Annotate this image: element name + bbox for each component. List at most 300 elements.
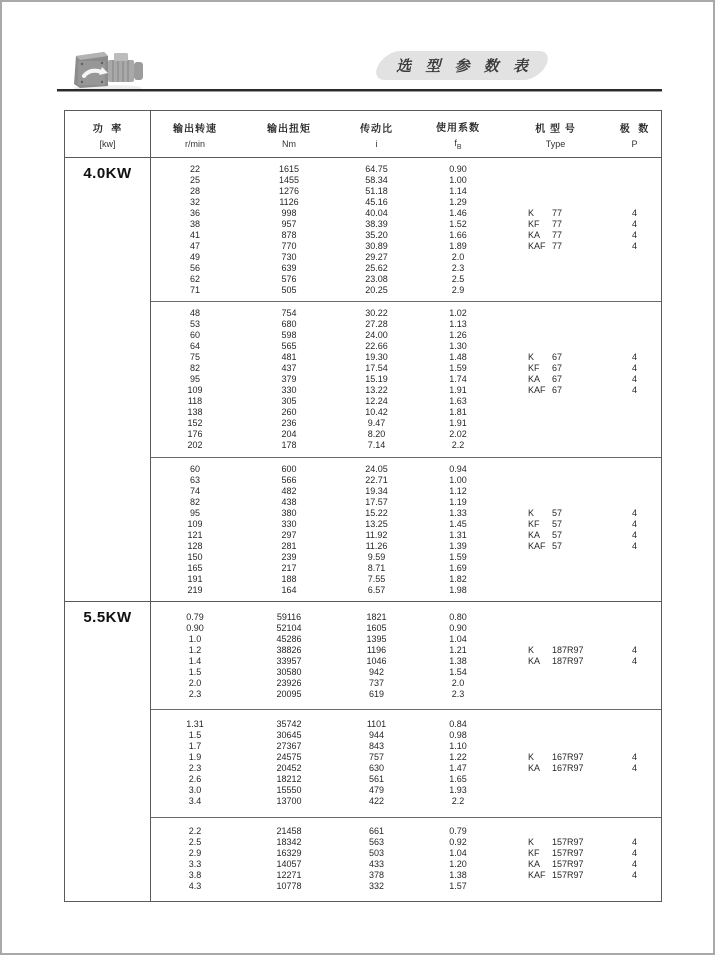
ratio-cell: 8.71 bbox=[367, 562, 386, 573]
service-factor-cell: 1.38 bbox=[449, 655, 467, 666]
output-torque-cell: 437 bbox=[281, 363, 297, 374]
output-speed-cell: 36 bbox=[189, 207, 200, 218]
ratio-cell: 9.47 bbox=[367, 418, 386, 429]
type-prefix: KAF bbox=[528, 540, 546, 551]
ratio-cell: 38.39 bbox=[365, 218, 388, 229]
data-block bbox=[151, 457, 661, 601]
service-factor-cell: 1.59 bbox=[449, 551, 467, 562]
service-factor-cell: 2.2 bbox=[451, 796, 465, 807]
output-torque-cell: 260 bbox=[281, 407, 297, 418]
output-torque-cell: 754 bbox=[281, 308, 297, 319]
type-cell bbox=[502, 385, 609, 396]
ratio-cell: 1196 bbox=[366, 644, 387, 655]
type-cell bbox=[502, 870, 609, 881]
type-cell bbox=[502, 363, 609, 374]
service-factor-cell: 1.19 bbox=[449, 496, 467, 507]
output-torque-cell: 438 bbox=[281, 496, 297, 507]
service-factor-cell: 1.57 bbox=[449, 881, 467, 892]
poles-cell: 4 bbox=[631, 763, 637, 774]
poles-cell: 4 bbox=[631, 218, 637, 229]
data-block bbox=[151, 817, 661, 901]
power-value: 4.0KW bbox=[83, 165, 132, 182]
output-speed-cell: 109 bbox=[187, 518, 203, 529]
service-factor-cell: 0.90 bbox=[449, 622, 467, 633]
output-speed-cell: 1.5 bbox=[188, 666, 202, 677]
ratio-cell: 11.92 bbox=[365, 529, 388, 540]
output-speed-cell: 82 bbox=[189, 363, 200, 374]
output-speed-cell: 95 bbox=[189, 374, 200, 385]
header-output-speed: 输出转速 r/min bbox=[173, 124, 217, 149]
output-speed-cell: 2.0 bbox=[188, 677, 202, 688]
header-power-label: 功 率 bbox=[92, 124, 123, 135]
ratio-cell: 11.26 bbox=[365, 540, 388, 551]
ratio-cell: 12.24 bbox=[365, 396, 388, 407]
output-speed-cell: 74 bbox=[189, 485, 200, 496]
type-cell bbox=[502, 508, 609, 519]
output-speed-cell: 95 bbox=[189, 507, 200, 518]
service-factor-cell: 1.13 bbox=[449, 319, 467, 330]
output-torque-cell: 13700 bbox=[276, 796, 302, 807]
service-factor-cell: 1.65 bbox=[449, 774, 467, 785]
output-speed-cell: 0.79 bbox=[186, 611, 204, 622]
type-cell bbox=[502, 241, 609, 252]
type-prefix: KA bbox=[528, 529, 541, 540]
type-prefix: KA bbox=[528, 374, 541, 385]
header-rule bbox=[57, 89, 662, 91]
service-factor-cell: 1.14 bbox=[449, 185, 467, 196]
output-torque-cell: 380 bbox=[281, 507, 297, 518]
service-factor-cell: 1.89 bbox=[449, 240, 467, 251]
service-factor-cell: 1.04 bbox=[449, 848, 467, 859]
ratio-cell: 27.28 bbox=[365, 319, 388, 330]
output-speed-cell: 71 bbox=[189, 284, 200, 295]
service-factor-cell: 1.66 bbox=[449, 229, 467, 240]
poles-cell: 4 bbox=[631, 848, 637, 859]
output-speed-cell: 49 bbox=[189, 251, 200, 262]
service-factor-cell: 1.02 bbox=[449, 308, 467, 319]
output-speed-cell: 109 bbox=[187, 385, 203, 396]
output-speed-cell: 48 bbox=[189, 308, 200, 319]
ratio-cell: 45.16 bbox=[365, 196, 388, 207]
table-header-row bbox=[65, 111, 661, 158]
ratio-cell: 619 bbox=[368, 688, 385, 699]
type-model: 187R97 bbox=[552, 655, 584, 666]
service-factor-cell: 2.3 bbox=[451, 688, 465, 699]
ratio-cell: 13.25 bbox=[365, 518, 388, 529]
output-torque-cell: 998 bbox=[281, 207, 297, 218]
service-factor-cell: 1.04 bbox=[449, 633, 467, 644]
output-speed-cell: 60 bbox=[189, 463, 200, 474]
header-output-torque: 输出扭矩 Nm bbox=[267, 124, 311, 149]
ratio-cell: 24.05 bbox=[365, 463, 388, 474]
ratio-cell: 17.57 bbox=[365, 496, 388, 507]
ratio-cell: 479 bbox=[368, 785, 385, 796]
output-speed-cell: 41 bbox=[189, 229, 200, 240]
output-torque-cell: 1126 bbox=[279, 196, 299, 207]
output-speed-cell: 150 bbox=[187, 551, 203, 562]
service-factor-cell: 1.00 bbox=[449, 474, 467, 485]
ratio-cell: 10.42 bbox=[365, 407, 388, 418]
service-factor-cell: 1.63 bbox=[449, 396, 467, 407]
header-power bbox=[65, 111, 151, 157]
service-factor-cell: 1.81 bbox=[449, 407, 467, 418]
output-torque-cell: 600 bbox=[281, 463, 297, 474]
output-torque-cell: 236 bbox=[281, 418, 297, 429]
ratio-cell: 30.89 bbox=[365, 240, 388, 251]
type-cell bbox=[502, 763, 609, 774]
output-speed-cell: 1.31 bbox=[186, 719, 204, 730]
output-speed-cell: 118 bbox=[187, 396, 203, 407]
output-speed-cell: 28 bbox=[189, 185, 200, 196]
poles-cell: 4 bbox=[631, 870, 637, 881]
service-factor-cell: 1.69 bbox=[449, 562, 467, 573]
type-model: 57 bbox=[552, 529, 563, 540]
output-torque-cell: 16329 bbox=[276, 848, 302, 859]
type-cell bbox=[502, 859, 609, 870]
output-torque-cell: 27367 bbox=[276, 741, 302, 752]
poles-cell: 4 bbox=[631, 374, 637, 385]
output-torque-cell: 297 bbox=[281, 529, 297, 540]
header-ratio: 传动比 i bbox=[360, 124, 393, 149]
ratio-cell: 24.00 bbox=[365, 330, 388, 341]
service-factor-cell: 1.22 bbox=[449, 752, 467, 763]
type-model: 77 bbox=[552, 207, 563, 218]
output-torque-cell: 20452 bbox=[276, 763, 302, 774]
type-model: 77 bbox=[552, 229, 563, 240]
output-torque-cell: 1455 bbox=[278, 174, 300, 185]
ratio-cell: 561 bbox=[368, 774, 385, 785]
ratio-cell: 332 bbox=[368, 881, 385, 892]
output-speed-cell: 165 bbox=[187, 562, 203, 573]
type-model: 157R97 bbox=[552, 848, 584, 859]
type-cell bbox=[502, 541, 609, 552]
output-torque-cell: 680 bbox=[281, 319, 297, 330]
type-model: 67 bbox=[552, 385, 563, 396]
output-torque-cell: 730 bbox=[281, 251, 297, 262]
service-factor-cell: 1.82 bbox=[449, 573, 467, 584]
output-speed-cell: 138 bbox=[187, 407, 203, 418]
data-area-5-5kw bbox=[151, 602, 661, 901]
output-torque-cell: 10778 bbox=[276, 881, 302, 892]
type-prefix: KAF bbox=[528, 240, 546, 251]
output-torque-cell: 379 bbox=[281, 374, 297, 385]
ratio-cell: 843 bbox=[368, 741, 385, 752]
poles-cell: 4 bbox=[631, 240, 637, 251]
output-speed-cell: 64 bbox=[189, 341, 200, 352]
service-factor-cell: 1.33 bbox=[449, 507, 467, 518]
output-speed-cell: 1.4 bbox=[188, 655, 202, 666]
header-power-unit: [kw] bbox=[99, 139, 116, 149]
ratio-cell: 19.34 bbox=[365, 485, 388, 496]
output-speed-cell: 2.9 bbox=[188, 848, 202, 859]
output-speed-cell: 3.3 bbox=[188, 859, 202, 870]
output-speed-cell: 1.0 bbox=[188, 633, 202, 644]
output-torque-cell: 505 bbox=[281, 284, 297, 295]
output-speed-cell: 82 bbox=[189, 496, 200, 507]
poles-cell: 4 bbox=[631, 518, 637, 529]
type-model: 67 bbox=[552, 352, 563, 363]
output-speed-cell: 121 bbox=[187, 529, 203, 540]
ratio-cell: 29.27 bbox=[365, 251, 388, 262]
power-column bbox=[65, 602, 151, 901]
output-speed-cell: 191 bbox=[187, 573, 203, 584]
type-prefix: KF bbox=[528, 363, 540, 374]
service-factor-cell: 0.90 bbox=[449, 163, 467, 174]
service-factor-cell: 1.45 bbox=[449, 518, 467, 529]
output-torque-cell: 33957 bbox=[276, 655, 302, 666]
output-torque-cell: 239 bbox=[281, 551, 297, 562]
service-factor-cell: 1.48 bbox=[449, 352, 467, 363]
type-cell bbox=[502, 519, 609, 530]
ratio-cell: 661 bbox=[368, 826, 385, 837]
service-factor-cell: 1.38 bbox=[449, 870, 467, 881]
data-block bbox=[151, 301, 661, 456]
output-torque-cell: 59116 bbox=[276, 611, 302, 622]
type-prefix: KA bbox=[528, 655, 541, 666]
ratio-cell: 15.19 bbox=[365, 374, 388, 385]
ratio-cell: 64.75 bbox=[365, 163, 388, 174]
ratio-cell: 1101 bbox=[366, 719, 387, 730]
output-torque-cell: 35742 bbox=[276, 719, 302, 730]
output-speed-cell: 202 bbox=[187, 440, 203, 451]
service-factor-cell: 1.74 bbox=[449, 374, 467, 385]
type-prefix: KAF bbox=[528, 870, 546, 881]
output-torque-cell: 957 bbox=[281, 218, 297, 229]
poles-cell: 4 bbox=[631, 540, 637, 551]
poles-cell: 4 bbox=[631, 207, 637, 218]
ratio-cell: 630 bbox=[368, 763, 385, 774]
output-torque-cell: 576 bbox=[281, 273, 297, 284]
poles-cell: 4 bbox=[631, 859, 637, 870]
section-4kw bbox=[65, 158, 661, 601]
type-prefix: KF bbox=[528, 848, 540, 859]
type-cell bbox=[502, 848, 609, 859]
data-area-4kw bbox=[151, 158, 661, 601]
ratio-cell: 422 bbox=[368, 796, 385, 807]
poles-cell: 4 bbox=[631, 644, 637, 655]
ratio-cell: 942 bbox=[368, 666, 385, 677]
type-prefix: KF bbox=[528, 518, 540, 529]
service-factor-cell: 1.00 bbox=[449, 174, 467, 185]
poles-cell: 4 bbox=[631, 352, 637, 363]
output-torque-cell: 24575 bbox=[276, 752, 302, 763]
output-torque-cell: 566 bbox=[281, 474, 297, 485]
ratio-cell: 58.34 bbox=[365, 174, 388, 185]
service-factor-cell: 2.0 bbox=[451, 677, 465, 688]
output-speed-cell: 25 bbox=[189, 174, 200, 185]
output-torque-cell: 23926 bbox=[276, 677, 302, 688]
output-speed-cell: 2.2 bbox=[188, 826, 202, 837]
ratio-cell: 503 bbox=[368, 848, 385, 859]
ratio-cell: 8.20 bbox=[367, 429, 386, 440]
output-speed-cell: 0.90 bbox=[186, 622, 204, 633]
output-speed-cell: 2.3 bbox=[188, 688, 202, 699]
service-factor-cell: 1.46 bbox=[449, 207, 467, 218]
type-prefix: KF bbox=[528, 218, 540, 229]
output-speed-cell: 1.9 bbox=[188, 752, 202, 763]
poles-cell: 4 bbox=[631, 529, 637, 540]
service-factor-cell: 1.91 bbox=[449, 418, 467, 429]
service-factor-cell: 1.93 bbox=[449, 785, 467, 796]
ratio-cell: 1821 bbox=[366, 611, 387, 622]
service-factor-cell: 2.0 bbox=[451, 251, 465, 262]
service-factor-cell: 0.94 bbox=[449, 463, 467, 474]
poles-cell: 4 bbox=[631, 385, 637, 396]
type-prefix: K bbox=[528, 837, 535, 848]
ratio-cell: 30.22 bbox=[365, 308, 388, 319]
type-model: 77 bbox=[552, 240, 563, 251]
output-torque-cell: 14057 bbox=[276, 859, 302, 870]
output-speed-cell: 53 bbox=[189, 319, 200, 330]
service-factor-cell: 1.30 bbox=[449, 341, 467, 352]
output-speed-cell: 22 bbox=[189, 163, 200, 174]
type-prefix: K bbox=[528, 644, 535, 655]
ratio-cell: 35.20 bbox=[365, 229, 388, 240]
ratio-cell: 15.22 bbox=[365, 507, 388, 518]
ratio-cell: 51.18 bbox=[365, 185, 388, 196]
service-factor-cell: 0.84 bbox=[449, 719, 467, 730]
type-cell bbox=[502, 352, 609, 363]
data-block bbox=[151, 602, 661, 709]
type-model: 157R97 bbox=[552, 859, 584, 870]
type-cell bbox=[502, 530, 609, 541]
output-speed-cell: 1.5 bbox=[188, 730, 202, 741]
output-speed-cell: 56 bbox=[189, 262, 200, 273]
type-model: 57 bbox=[552, 507, 563, 518]
output-torque-cell: 481 bbox=[281, 352, 297, 363]
output-speed-cell: 176 bbox=[187, 429, 203, 440]
page-title: 选 型 参 数 表 bbox=[396, 58, 533, 75]
type-model: 187R97 bbox=[552, 644, 584, 655]
ratio-cell: 1605 bbox=[366, 622, 387, 633]
output-torque-cell: 21458 bbox=[276, 826, 302, 837]
service-factor-cell: 2.5 bbox=[451, 273, 465, 284]
service-factor-cell: 1.12 bbox=[449, 485, 467, 496]
selection-parameter-table bbox=[64, 110, 662, 902]
header-type: 机 型 号 Type bbox=[535, 124, 576, 149]
type-model: 67 bbox=[552, 374, 563, 385]
type-cell bbox=[502, 752, 609, 763]
section-5-5kw bbox=[65, 601, 661, 901]
ratio-cell: 378 bbox=[368, 870, 385, 881]
output-torque-cell: 330 bbox=[281, 518, 297, 529]
service-factor-cell: 1.39 bbox=[449, 540, 467, 551]
table-body bbox=[65, 158, 661, 901]
service-factor-cell: 2.02 bbox=[449, 429, 467, 440]
poles-cell: 4 bbox=[631, 229, 637, 240]
ratio-cell: 22.66 bbox=[365, 341, 388, 352]
type-model: 57 bbox=[552, 540, 563, 551]
output-torque-cell: 217 bbox=[281, 562, 297, 573]
output-speed-cell: 1.7 bbox=[188, 741, 202, 752]
data-block bbox=[151, 158, 661, 301]
ratio-cell: 22.71 bbox=[365, 474, 388, 485]
poles-cell: 4 bbox=[631, 507, 637, 518]
type-cell bbox=[502, 656, 609, 667]
output-speed-cell: 3.8 bbox=[188, 870, 202, 881]
output-torque-cell: 178 bbox=[281, 440, 297, 451]
type-prefix: KAF bbox=[528, 385, 546, 396]
output-torque-cell: 639 bbox=[281, 262, 297, 273]
output-torque-cell: 330 bbox=[281, 385, 297, 396]
service-factor-cell: 1.47 bbox=[449, 763, 467, 774]
output-speed-cell: 63 bbox=[189, 474, 200, 485]
service-factor-cell: 0.79 bbox=[449, 826, 467, 837]
output-torque-cell: 18212 bbox=[276, 774, 302, 785]
type-cell bbox=[502, 208, 609, 219]
service-factor-cell: 1.21 bbox=[449, 644, 467, 655]
output-torque-cell: 188 bbox=[281, 573, 297, 584]
power-value: 5.5KW bbox=[83, 609, 132, 627]
type-prefix: K bbox=[528, 752, 535, 763]
service-factor-cell: 2.3 bbox=[451, 262, 465, 273]
output-speed-cell: 2.6 bbox=[188, 774, 202, 785]
output-torque-cell: 18342 bbox=[276, 837, 302, 848]
output-speed-cell: 128 bbox=[187, 540, 203, 551]
output-torque-cell: 30645 bbox=[276, 730, 302, 741]
ratio-cell: 1046 bbox=[366, 655, 387, 666]
service-factor-cell: 1.29 bbox=[449, 196, 467, 207]
output-speed-cell: 2.5 bbox=[188, 837, 202, 848]
output-torque-cell: 878 bbox=[281, 229, 297, 240]
output-torque-cell: 770 bbox=[281, 240, 297, 251]
type-cell bbox=[502, 374, 609, 385]
type-model: 167R97 bbox=[552, 752, 584, 763]
output-speed-cell: 47 bbox=[189, 240, 200, 251]
ratio-cell: 25.62 bbox=[365, 262, 388, 273]
type-model: 67 bbox=[552, 363, 563, 374]
poles-cell: 4 bbox=[631, 363, 637, 374]
power-column bbox=[65, 158, 151, 601]
output-speed-cell: 75 bbox=[189, 352, 200, 363]
type-model: 157R97 bbox=[552, 837, 584, 848]
service-factor-cell: 1.20 bbox=[449, 859, 467, 870]
header-poles: 极 数 P bbox=[619, 124, 650, 149]
output-torque-cell: 598 bbox=[281, 330, 297, 341]
service-factor-cell: 1.59 bbox=[449, 363, 467, 374]
service-factor-cell: 1.31 bbox=[449, 529, 467, 540]
output-torque-cell: 15550 bbox=[276, 785, 302, 796]
ratio-cell: 13.22 bbox=[365, 385, 388, 396]
ratio-cell: 40.04 bbox=[365, 207, 388, 218]
type-prefix: K bbox=[528, 352, 535, 363]
output-speed-cell: 32 bbox=[189, 196, 200, 207]
output-speed-cell: 152 bbox=[187, 418, 203, 429]
type-cell bbox=[502, 837, 609, 848]
ratio-cell: 737 bbox=[368, 677, 385, 688]
output-torque-cell: 482 bbox=[281, 485, 297, 496]
ratio-cell: 563 bbox=[368, 837, 385, 848]
service-factor-cell: 0.92 bbox=[449, 837, 467, 848]
type-prefix: KA bbox=[528, 859, 541, 870]
poles-cell: 4 bbox=[631, 837, 637, 848]
output-torque-cell: 20095 bbox=[276, 688, 302, 699]
poles-cell: 4 bbox=[631, 655, 637, 666]
ratio-cell: 757 bbox=[368, 752, 385, 763]
output-torque-cell: 565 bbox=[281, 341, 297, 352]
output-speed-cell: 2.3 bbox=[188, 763, 202, 774]
ratio-cell: 20.25 bbox=[365, 284, 388, 295]
service-factor-cell: 1.54 bbox=[449, 666, 467, 677]
ratio-cell: 17.54 bbox=[365, 363, 388, 374]
service-factor-cell: 1.91 bbox=[449, 385, 467, 396]
ratio-cell: 19.30 bbox=[365, 352, 388, 363]
output-torque-cell: 305 bbox=[281, 396, 297, 407]
output-torque-cell: 281 bbox=[281, 540, 297, 551]
type-model: 77 bbox=[552, 218, 563, 229]
output-speed-cell: 219 bbox=[187, 584, 203, 595]
type-prefix: KA bbox=[528, 229, 541, 240]
